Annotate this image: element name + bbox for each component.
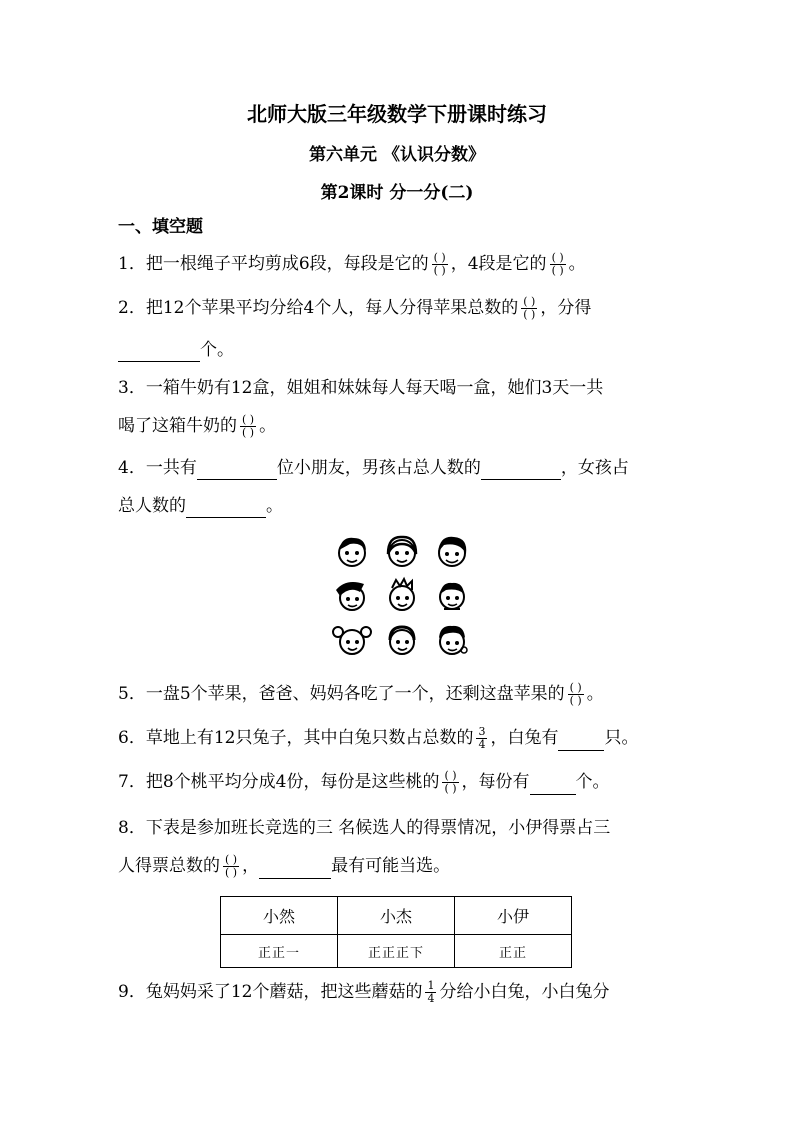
question-2-continued: 个。 [118, 338, 234, 362]
table-row [221, 935, 572, 968]
answer-blank[interactable] [259, 860, 331, 879]
answer-fraction[interactable]: $\frac{( )}{( )}$ [551, 251, 564, 277]
vote-table [220, 896, 572, 968]
page-title: 北师大版三年级数学下册课时练习 [247, 102, 547, 126]
tally-cell: 正正正下 [338, 935, 455, 968]
girl-face-icon [330, 576, 374, 616]
girl-face-icon [330, 620, 374, 660]
question-8: 8．下表是参加班长竞选的三 名候选人的得票情况，小伊得票占三 [118, 818, 611, 838]
tally-cell: 正正 [455, 935, 572, 968]
answer-fraction[interactable]: $\frac{( )}{( )}$ [433, 251, 446, 277]
answer-blank[interactable] [530, 776, 576, 795]
table-header-row [221, 897, 572, 935]
question-2: 2．把12个苹果平均分给4个人，每人分得苹果总数的 $\frac{( )}{( )}$ ，分得 [118, 295, 592, 321]
unit-title: 第六单元 《认识分数》 [309, 145, 485, 165]
question-3: 3．一箱牛奶有12盒，姐姐和妹妹每人每天喝一盒，她们3天一共 [118, 378, 604, 398]
answer-fraction[interactable]: $\frac{( )}{( )}$ [569, 681, 582, 707]
children-faces-image [330, 532, 480, 664]
answer-blank[interactable] [118, 343, 200, 362]
girl-face-icon [430, 620, 474, 660]
answer-blank[interactable] [481, 461, 561, 480]
answer-fraction[interactable]: $\frac{( )}{( )}$ [225, 853, 238, 879]
girl-face-icon [430, 532, 474, 572]
fraction-three-quarters: $\frac{3}{4}$ [478, 725, 486, 751]
answer-blank[interactable] [558, 732, 604, 751]
question-7: 7．把8个桃平均分成4份，每份是这些桃的 $\frac{( )}{( )}$ ，每份有 个。 [118, 769, 610, 795]
girl-face-icon [430, 576, 474, 616]
girl-face-icon [380, 620, 424, 660]
question-9: 9．兔妈妈采了12个蘑菇，把这些蘑菇的 $\frac{1}{4}$ 分给小白兔，小白兔分 [118, 979, 610, 1005]
answer-fraction[interactable]: $\frac{( )}{( )}$ [444, 769, 457, 795]
fraction-one-quarter: $\frac{1}{4}$ [427, 979, 435, 1005]
question-8-continued: 人得票总数的 $\frac{( )}{( )}$ ， 最有可能当选。 [118, 853, 451, 879]
question-4-continued: 总人数的 。 [118, 496, 283, 516]
tally-cell: 正正一 [221, 935, 338, 968]
table-header: 小杰 [338, 897, 455, 935]
boy-face-icon [380, 576, 424, 616]
question-6: 6．草地上有12只兔子，其中白兔只数占总数的 $\frac{3}{4}$ ，白兔有 只。 [118, 725, 639, 751]
section-heading: 一、填空题 [118, 217, 203, 237]
question-4: 4．一共有 位小朋友，男孩占总人数的 ，女孩占 [118, 458, 629, 478]
girl-face-icon [380, 532, 424, 572]
answer-fraction[interactable]: $\frac{( )}{( )}$ [523, 295, 536, 321]
lesson-title: 第2课时 分一分(二) [320, 183, 474, 203]
question-1: 1．把一根绳子平均剪成6段，每段是它的 $\frac{( )}{( )}$ ，4段是它的 $\frac{( )}{( )}$ 。 [118, 251, 586, 277]
question-3-continued: 喝了这箱牛奶的 $\frac{( )}{( )}$ 。 [118, 413, 277, 439]
answer-fraction[interactable]: $\frac{( )}{( )}$ [242, 413, 255, 439]
answer-blank[interactable] [197, 461, 277, 480]
table-header: 小伊 [455, 897, 572, 935]
boy-face-icon [330, 532, 374, 572]
table-header: 小然 [221, 897, 338, 935]
question-5: 5．一盘5个苹果，爸爸、妈妈各吃了一个，还剩这盘苹果的 $\frac{( )}{( )}$ 。 [118, 681, 604, 707]
answer-blank[interactable] [186, 499, 266, 518]
